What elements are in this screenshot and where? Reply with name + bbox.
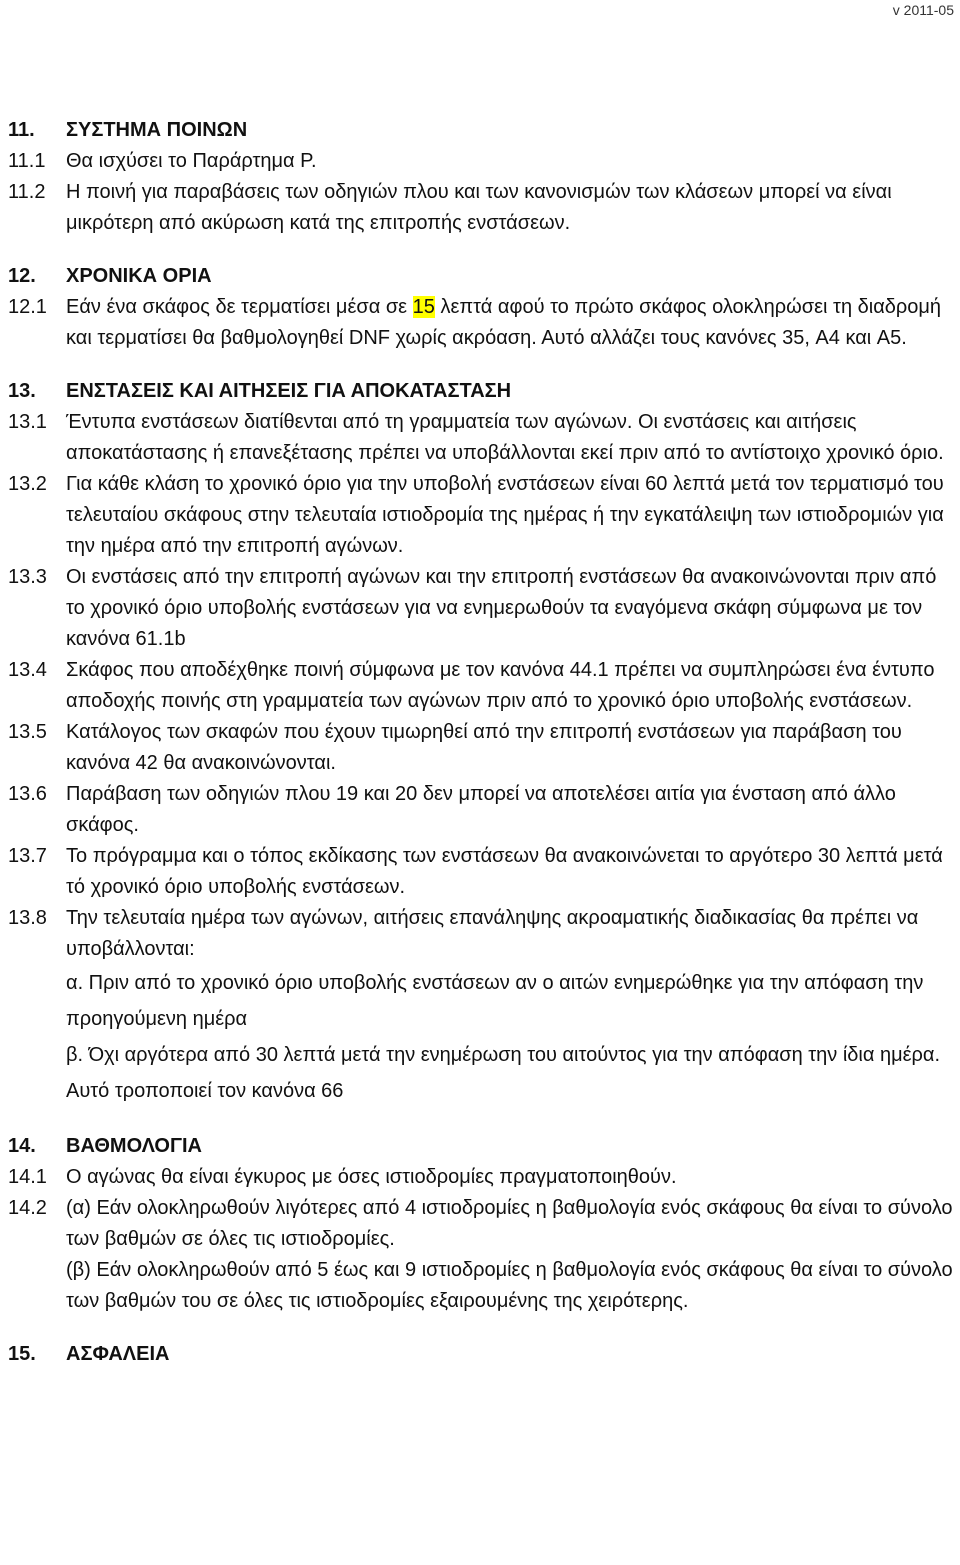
section-title: ΑΣΦΑΛΕΙΑ (66, 1343, 170, 1365)
clause-text: Για κάθε κλάση το χρονικό όριο για την υποβολή ενστάσεων είναι 60 λεπτά μετά τον τερματισμό του τελευταίου σκάφους στην τελευταία ιστιοδρομία της ημέρας ή την εγκατάλειψη των ιστιοδρομιών για την ημέρα από την επιτροπή αγώνων. (66, 473, 944, 557)
clause-text-end: λεπτά αφού το πρώτο σκάφος ολοκληρώσει τη διαδρομή και τερματίσει θα βαθμολογηθεί DNF χωρίς ακρόαση. Αυτό αλλάζει τους κανόνες 35, A4 και A5. (66, 296, 942, 349)
clause-text: Παράβαση των οδηγιών πλου 19 και 20 δεν μπορεί να αποτελέσει αιτία για ένσταση από άλλο σκάφος. (66, 783, 896, 836)
clause (8, 1193, 953, 1255)
clause-continuation (8, 1255, 953, 1317)
section-number: 11. (8, 119, 35, 141)
section-time-limits (8, 261, 953, 354)
clause-subitems (8, 965, 953, 1109)
clause-text: Σκάφος που αποδέχθηκε ποινή σύμφωνα με τον κανόνα 44.1 πρέπει να συμπληρώσει ένα έντυπο αποδοχής ποινής στη γραμματεία των αγώνων πριν από το χρονικό όριο υποβολής ενστάσεων. (66, 659, 935, 712)
section-title: ΣΥΣΤΗΜΑ ΠΟΙΝΩΝ (66, 119, 248, 141)
section-penalty-system (8, 115, 953, 239)
clause-text: Θα ισχύσει το Παράρτημα Ρ. (66, 150, 317, 172)
section-title: ΧΡΟΝΙΚΑ ΟΡΙΑ (66, 265, 212, 287)
highlighted-minutes: 15 (412, 296, 435, 318)
clause (8, 177, 953, 239)
clause-number: 11.2 (8, 181, 46, 203)
clause-number: 14.2 (8, 1197, 47, 1219)
clause-number: 13.7 (8, 845, 47, 867)
clause-text-start: Εάν ένα σκάφος δε τερματίσει μέσα σε (66, 296, 413, 318)
section-number: 12. (8, 265, 36, 287)
clause (8, 562, 953, 655)
clause-number: 14.1 (8, 1166, 47, 1188)
section-heading (8, 115, 953, 146)
clause-number: 13.3 (8, 566, 47, 588)
clause (8, 1162, 953, 1193)
clause-text: Κατάλογος των σκαφών που έχουν τιμωρηθεί από την επιτροπή ενστάσεων για παράβαση του κανόνα 42 θα ανακοινώνονται. (66, 721, 902, 774)
section-number: 13. (8, 380, 36, 402)
clause-number: 13.5 (8, 721, 47, 743)
section-safety (8, 1339, 953, 1370)
clause-text: Η ποινή για παραβάσεις των οδηγιών πλου και των κανονισμών των κλάσεων μπορεί να είναι μικρότερη από ακύρωση κατά της επιτροπής ενστάσεων. (66, 181, 892, 234)
clause-text: Ο αγώνας θα είναι έγκυρος με όσες ιστιοδρομίες πραγματοποιηθούν. (66, 1166, 677, 1188)
clause (8, 903, 953, 965)
clause (8, 146, 953, 177)
document-body (8, 115, 953, 1370)
clause-number: 12.1 (8, 296, 47, 318)
clause-number: 11.1 (8, 150, 46, 172)
clause (8, 292, 953, 354)
section-heading (8, 1339, 953, 1370)
section-heading (8, 261, 953, 292)
section-heading (8, 1131, 953, 1162)
section-protests (8, 376, 953, 1109)
section-heading (8, 376, 953, 407)
clause-text: Έντυπα ενστάσεων διατίθενται από τη γραμματεία των αγώνων. Οι ενστάσεις και αιτήσεις αποκατάστασης ή επανεξέτασης πρέπει να υποβάλλονται εκεί πριν από το αντίστοιχο χρονικό όριο. (66, 411, 944, 464)
clause-text: Το πρόγραμμα και ο τόπος εκδίκασης των ενστάσεων θα ανακοινώνεται το αργότερο 30 λεπτά μετά τό χρονικό όριο υποβολής ενστάσεων. (66, 845, 943, 898)
clause-number: 13.4 (8, 659, 47, 681)
rule-note: Αυτό τροποποιεί τον κανόνα 66 (66, 1080, 344, 1102)
clause (8, 407, 953, 469)
clause-text (66, 292, 953, 354)
subitem-b: β. Όχι αργότερα από 30 λεπτά μετά την ενημέρωση του αιτούντος για την απόφαση την ίδια ημέρα. (66, 1044, 941, 1066)
clause (8, 779, 953, 841)
clause-text: Την τελευταία ημέρα των αγώνων, αιτήσεις επανάληψης ακροαματικής διαδικασίας θα πρέπει να υποβάλλονται: (66, 907, 919, 960)
clause-text: (β) Εάν ολοκληρωθούν από 5 έως και 9 ιστιοδρομίες η βαθμολογία ενός σκάφους θα είναι το σύνολο των βαθμών του σε όλες τις ιστιοδρομίες εξαιρουμένης της χειρότερης. (66, 1259, 953, 1312)
section-title: ΕΝΣΤΑΣΕΙΣ ΚΑΙ ΑΙΤΗΣΕΙΣ ΓΙΑ ΑΠΟΚΑΤΑΣΤΑΣΗ (66, 380, 512, 402)
clause-number: 13.2 (8, 473, 47, 495)
section-title: ΒΑΘΜΟΛΟΓΙΑ (66, 1135, 202, 1157)
clause-text: (α) Εάν ολοκληρωθούν λιγότερες από 4 ιστιοδρομίες η βαθμολογία ενός σκάφους θα είναι το σύνολο των βαθμών σε όλες τις ιστιοδρομίες. (66, 1197, 953, 1250)
clause (8, 717, 953, 779)
clause-number: 13.8 (8, 907, 47, 929)
subitem-a: α. Πριν από το χρονικό όριο υποβολής ενστάσεων αν ο αιτών ενημερώθηκε για την απόφαση την προηγούμενη ημέρα (66, 972, 924, 1030)
clause-number: 13.1 (8, 411, 47, 433)
clause (8, 469, 953, 562)
section-scoring (8, 1131, 953, 1317)
clause (8, 655, 953, 717)
clause-number: 13.6 (8, 783, 47, 805)
section-number: 15. (8, 1343, 36, 1365)
version-label: v 2011-05 (892, 2, 954, 18)
section-number: 14. (8, 1135, 36, 1157)
clause (8, 841, 953, 903)
clause-text: Οι ενστάσεις από την επιτροπή αγώνων και την επιτροπή ενστάσεων θα ανακοινώνονται πριν από το χρονικό όριο υποβολής ενστάσεων για να ενημερωθούν τα εναγόμενα σκάφη σύμφωνα με τον κανόνα 61.1b (66, 566, 937, 650)
